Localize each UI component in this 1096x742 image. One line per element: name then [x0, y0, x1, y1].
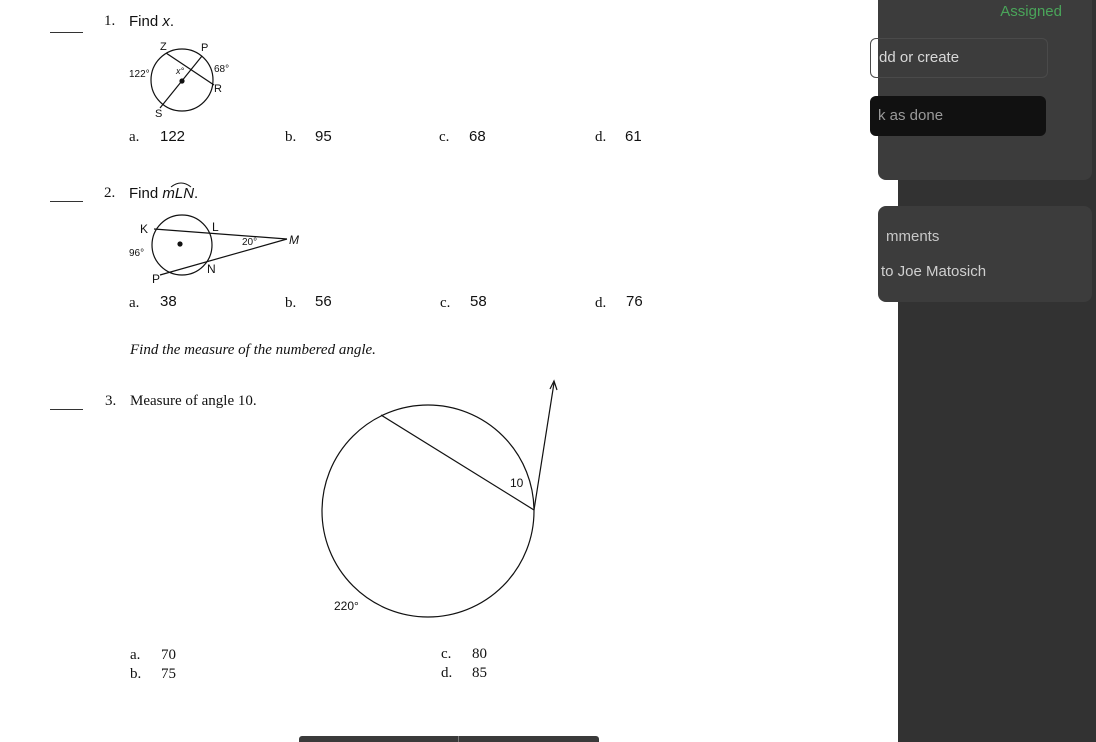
- q2-option-c-value: 58: [470, 293, 487, 310]
- q3-option-c-value: 80: [472, 646, 487, 662]
- q3-option-d-letter: d.: [441, 665, 453, 681]
- question-3-number: 3.: [105, 393, 117, 409]
- q3-option-c-letter: c.: [441, 646, 452, 662]
- label-k: K: [140, 222, 149, 236]
- assignment-status: Assigned: [1000, 3, 1062, 20]
- label-l: L: [212, 220, 219, 234]
- add-or-create-label: dd or create: [879, 49, 960, 66]
- question-1-text: [129, 13, 174, 30]
- question-2-arc: mLN: [162, 185, 195, 202]
- question-3-text: Measure of angle 10.: [130, 393, 257, 409]
- label-angle-20: 20°: [242, 237, 258, 248]
- question-1-period: .: [169, 13, 175, 30]
- your-work-card: [878, 0, 1092, 180]
- label-z: Z: [160, 41, 167, 53]
- q3-option-d-value: 85: [472, 665, 487, 681]
- q1-option-a-letter: a.: [129, 129, 140, 145]
- q3-option-a-value: 70: [161, 647, 176, 663]
- q1-option-a-value: 122: [160, 128, 186, 145]
- viewer-page-toolbar[interactable]: [299, 736, 599, 742]
- toolbar-divider: [458, 736, 459, 742]
- question-2-figure: [125, 212, 315, 288]
- label-angle-10: 10: [510, 476, 524, 490]
- q3-option-b-value: 75: [161, 666, 176, 682]
- add-comment-link[interactable]: to Joe Matosich: [881, 263, 987, 280]
- q3-option-a-letter: a.: [130, 647, 141, 663]
- q1-option-d-letter: d.: [595, 129, 607, 145]
- add-or-create-button[interactable]: [870, 38, 1048, 78]
- label-n: N: [207, 262, 216, 276]
- question-1-number: 1.: [104, 13, 116, 29]
- question-1-prompt: Find: [129, 13, 163, 30]
- q1-option-b-value: 95: [315, 128, 332, 145]
- arc-notation-icon: [170, 181, 192, 188]
- q1-option-b-letter: b.: [285, 129, 297, 145]
- answer-blank-1: [50, 32, 83, 33]
- private-comments-card: [878, 206, 1092, 302]
- label-arc-96: 96°: [129, 248, 145, 259]
- question-1-figure: [120, 38, 250, 120]
- q2-option-b-value: 56: [315, 293, 332, 310]
- label-arc-68: 68°: [214, 64, 230, 75]
- label-p: P: [201, 42, 209, 54]
- assignment-side-panel: [878, 0, 1096, 742]
- label-m: M: [289, 233, 299, 247]
- q2-option-d-letter: d.: [595, 295, 607, 311]
- label-p2: P: [152, 272, 161, 286]
- answer-blank-2: [50, 201, 83, 202]
- label-arc-220: 220°: [334, 599, 359, 613]
- q2-option-a-value: 38: [160, 293, 177, 310]
- question-2-prompt: Find: [129, 185, 163, 202]
- question-2-period: .: [194, 185, 199, 202]
- label-r: R: [214, 83, 222, 95]
- label-s: S: [155, 108, 163, 120]
- question-1-variable: x: [162, 13, 170, 30]
- question-2-text: [129, 185, 198, 202]
- comments-title: mments: [886, 228, 940, 245]
- label-x: x°: [176, 66, 185, 76]
- q3-option-b-letter: b.: [130, 666, 142, 682]
- q2-option-b-letter: b.: [285, 295, 297, 311]
- question-2-number: 2.: [104, 185, 116, 201]
- mark-as-done-button[interactable]: [870, 96, 1046, 136]
- q1-option-d-value: 61: [625, 128, 642, 145]
- q2-option-c-letter: c.: [440, 295, 451, 311]
- label-arc-122: 122°: [129, 69, 150, 80]
- mark-as-done-label: k as done: [878, 107, 944, 124]
- section-instruction: Find the measure of the numbered angle.: [130, 342, 376, 358]
- answer-blank-3: [50, 409, 83, 410]
- q1-option-c-letter: c.: [439, 129, 450, 145]
- q1-option-c-value: 68: [469, 128, 486, 145]
- q2-option-a-letter: a.: [129, 295, 140, 311]
- q2-option-d-value: 76: [626, 293, 643, 310]
- question-3-figure: [300, 374, 580, 624]
